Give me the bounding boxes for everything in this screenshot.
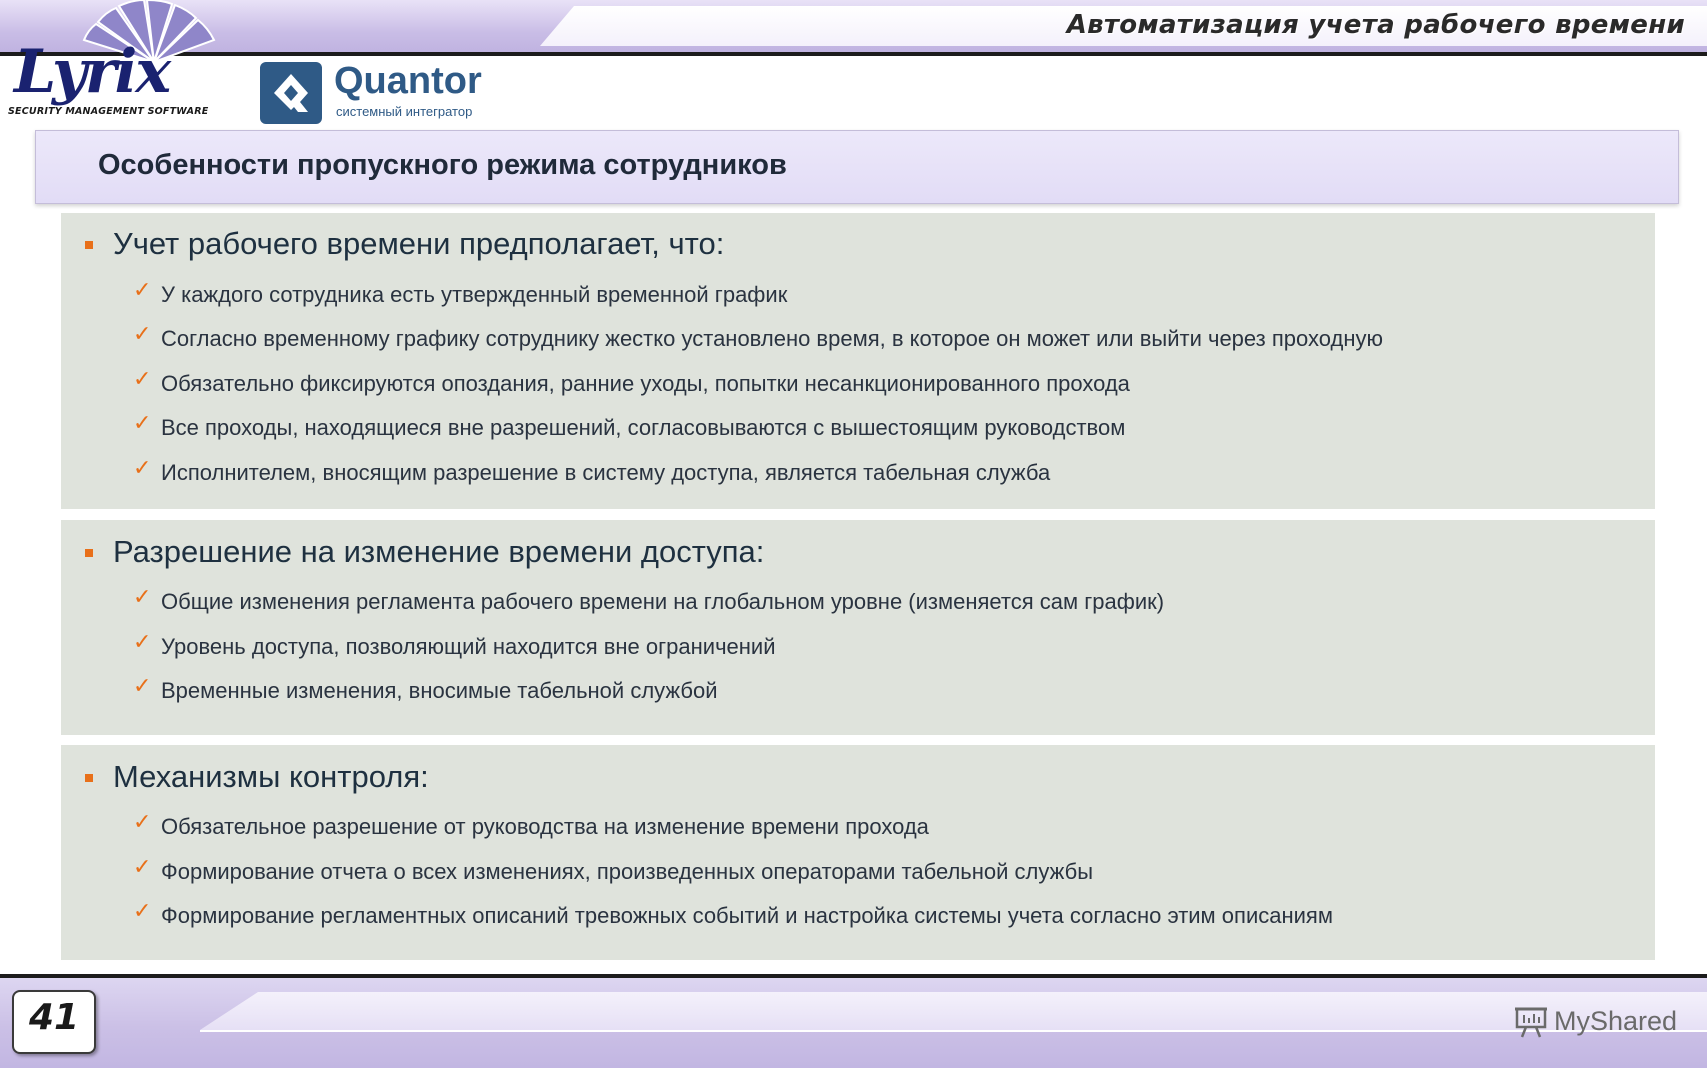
quantor-logo [260,60,500,126]
footer-tab [200,992,1707,1030]
quantor-name: Quantor [334,60,482,102]
checkmark-icon: ✓ [133,456,152,481]
list-item: Формирование отчета о всех изменениях, произведенных операторами табельной службы [161,859,1094,884]
presentation-board-icon [1514,1006,1548,1038]
page-number: 41 [28,997,80,1038]
list-item: Согласно временному графику сотруднику жестко установлено время, в которое он может или выйти через проходную [161,326,1383,351]
section-title: Разрешение на изменение времени доступа: [113,534,765,569]
list-item: Обязательное разрешение от руководства на изменение времени прохода [161,814,929,839]
checkmark-icon: ✓ [133,411,152,436]
square-bullet-icon [85,774,93,782]
slide-heading: Особенности пропускного режима сотрудников [98,149,787,181]
list-item: Уровень доступа, позволяющий находится вне ограничений [161,634,776,659]
checkmark-icon: ✓ [133,322,152,347]
checkmark-icon: ✓ [133,630,152,655]
list-item: Исполнителем, вносящим разрешение в систему доступа, является табельная служба [161,460,1051,485]
footer-line [200,1030,1707,1032]
square-bullet-icon [85,241,93,249]
list-item: Обязательно фиксируются опоздания, ранние уходы, попытки несанкционированного прохода [161,371,1130,396]
section-title: Учет рабочего времени предполагает, что: [113,226,725,261]
watermark[interactable] [1514,1004,1684,1040]
checkmark-icon: ✓ [133,899,152,924]
slide-heading-bar [35,130,1679,204]
deck-title: Автоматизация учета рабочего времени [1066,10,1685,40]
section-work-time [61,213,1655,509]
quantor-subtitle: системный интегратор [336,104,473,119]
quantor-q-icon [260,62,322,124]
checkmark-icon: ✓ [133,367,152,392]
watermark-text: MyShared [1554,1006,1678,1036]
list-item: Общие изменения регламента рабочего времени на глобальном уровне (изменяется сам график) [161,589,1165,614]
list-item: У каждого сотрудника есть утвержденный временной график [161,282,788,307]
checkmark-icon: ✓ [133,855,152,880]
section-access-change [61,520,1655,735]
section-title: Механизмы контроля: [113,759,429,794]
square-bullet-icon [85,549,93,557]
checkmark-icon: ✓ [133,810,152,835]
checkmark-icon: ✓ [133,278,152,303]
list-item: Временные изменения, вносимые табельной службой [161,678,718,703]
lyrix-tagline: SECURITY MANAGEMENT SOFTWARE [8,106,209,117]
section-control [61,745,1655,960]
header-divider [0,52,1707,56]
list-item: Все проходы, находящиеся вне разрешений, согласовываются с вышестоящим руководством [161,415,1126,440]
checkmark-icon: ✓ [133,674,152,699]
lyrix-wordmark: Lyrix [14,37,170,107]
list-item: Формирование регламентных описаний тревожных событий и настройка системы учета согласно этим описаниям [161,903,1333,928]
checkmark-icon: ✓ [133,585,152,610]
page-number-box [12,990,96,1054]
lyrix-logo [4,0,236,122]
